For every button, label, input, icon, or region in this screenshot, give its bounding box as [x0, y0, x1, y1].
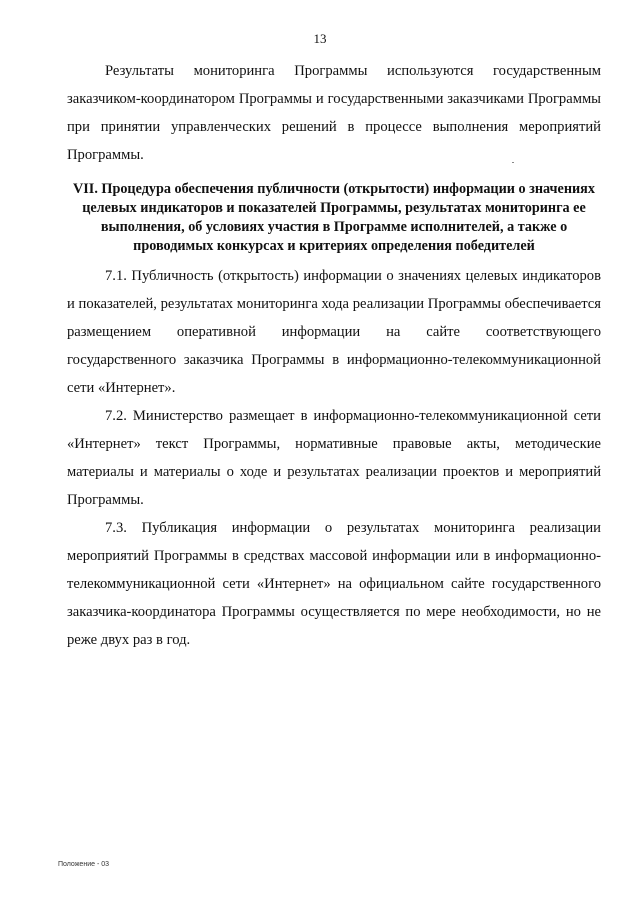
- paragraph-7-1: 7.1. Публичность (открытость) информации о значениях целевых индикаторов и показателей, результатах мониторинга хода реализации Программы обеспечивается размещением оперативной информации на сайте соответствующего государственного заказчика Программы в информационно-телекоммуникационной сети «Интернет».: [67, 268, 601, 396]
- footer-label: Положение - 03: [58, 861, 109, 868]
- page-number: 13: [313, 31, 327, 46]
- scan-speck: [512, 162, 514, 163]
- paragraph-7-2: 7.2. Министерство размещает в информационно-телекоммуникационной сети «Интернет» текст Программы, нормативные правовые акты, методические материалы и материалы о ходе и результатах реализации проектов и мероприятий Программы.: [67, 408, 601, 508]
- intro-section: [67, 57, 601, 169]
- section-body: [67, 262, 601, 654]
- intro-paragraph: Результаты мониторинга Программы используются государственным заказчиком-координатором Программы и государственными заказчиками Программы при принятии управленческих решений в процессе выполнения мероприятий Программы.: [67, 63, 601, 163]
- section-heading: VII. Процедура обеспечения публичности (открытости) информации о значениях целевых индикаторов и показателей Программы, результатах мониторинга ее выполнения, об условиях участия в Программе исполнителей, а также о проводимых конкурсах и критериях определения победителей: [73, 181, 595, 254]
- paragraph-7-3: 7.3. Публикация информации о результатах мониторинга реализации мероприятий Программы в средствах массовой информации или в информационно-телекоммуникационной сети «Интернет» на официальном сайте государственного заказчика-координатора Программы осуществляется по мере необходимости, но не реже двух раз в год.: [67, 520, 601, 648]
